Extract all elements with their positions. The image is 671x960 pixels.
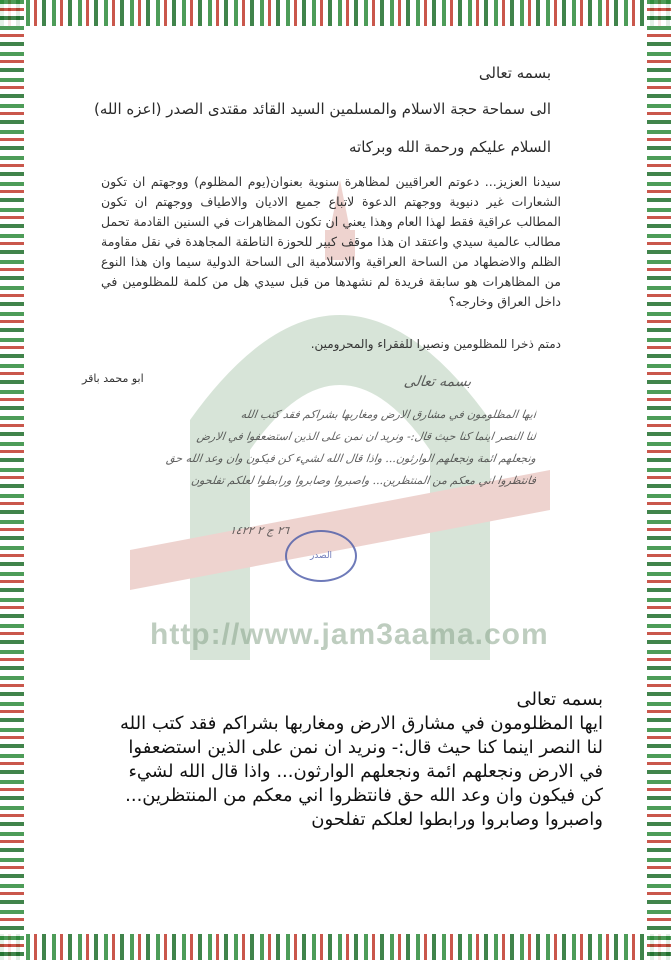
letter-greeting: بسمه تعالى — [478, 64, 551, 82]
transcription-line: واصبروا وصابروا ورابطوا لعلكم تفلحون — [311, 809, 603, 830]
watermark-url: http://www.jam3aama.com — [150, 618, 549, 651]
transcription-line: بسمه تعالى — [516, 689, 603, 710]
letter-signer: ابو محمد باقر — [82, 372, 144, 385]
transcription-line: في الارض ونجعلهم ائمة ونجعلهم الوارثون... واذا قال الله لشيء — [128, 761, 603, 782]
transcription-line: لنا النصر اينما كنا حيث قال:- ونريد ان نمن على الذين استضعفوا — [128, 737, 603, 758]
letter-salutation: السلام عليكم ورحمة الله وبركاته — [349, 138, 551, 156]
handwritten-date: ٢٦ ج ٢ ١٤٢٢ — [229, 524, 290, 537]
letter-closing: دمتم ذخرا للمظلومين ونصيرا للفقراء والمحرومين. — [310, 337, 561, 351]
transcription-line: كن فيكون وان وعد الله حق فانتظروا اني معكم من المنتظرين... — [125, 785, 603, 806]
letter-body: سيدنا العزيز... دعوتم العراقيين لمظاهرة سنوية بعنوان(يوم المظلوم) ووجهتم ان تكون الشعارات غير دنيوية ووجهتم الدعوة لاتباع جميع الاديان والاطياف ووجهتم ان تكون المطالب عراقية فقط لهذا العام وهذا يعني ان تكون المظاهرات في السنين القادمة تحمل مطالب عالمية سيدي واعتقد ان هذا موقف كبير للحوزة الناطقة المجاهدة في نقل مقاومة الظلم والاضطهاد من الساحة العراقية والاسلامية الى الساحة الدولية سيما وان هذا النوع من المظاهرات هو سابقة فريدة لم نشهدها من قبل سيدي هل من كلمة للمظلومين في داخل العراق وخارجه؟ — [101, 174, 561, 309]
handwritten-line: لنا النصر اينما كنا حيث قال:- ونريد ان نمن على الذين استضعفوا في الارض — [195, 430, 537, 443]
handwritten-line: ونجعلهم ائمة ونجعلهم الوارثون... واذا قال الله لشيء كن فيكون وان وعد الله حق — [165, 452, 537, 465]
transcription-line: ايها المظلومون في مشارق الارض ومغاربها بشراكم فقد كتب الله — [120, 713, 603, 734]
letter-addressee: الى سماحة حجة الاسلام والمسلمين السيد القائد مقتدى الصدر (اعزه الله) — [94, 100, 551, 118]
seal-stamp: الصدر — [285, 530, 357, 582]
handwritten-line: فانتظروا اني معكم من المنتظرين... واصبروا وصابروا ورابطوا لعلكم تفلحون — [190, 474, 537, 487]
handwritten-title: بسمه تعالى — [402, 374, 473, 390]
handwritten-line: ايها المظلومون في مشارق الارض ومغاربها بشراكم فقد كتب الله — [239, 408, 537, 421]
